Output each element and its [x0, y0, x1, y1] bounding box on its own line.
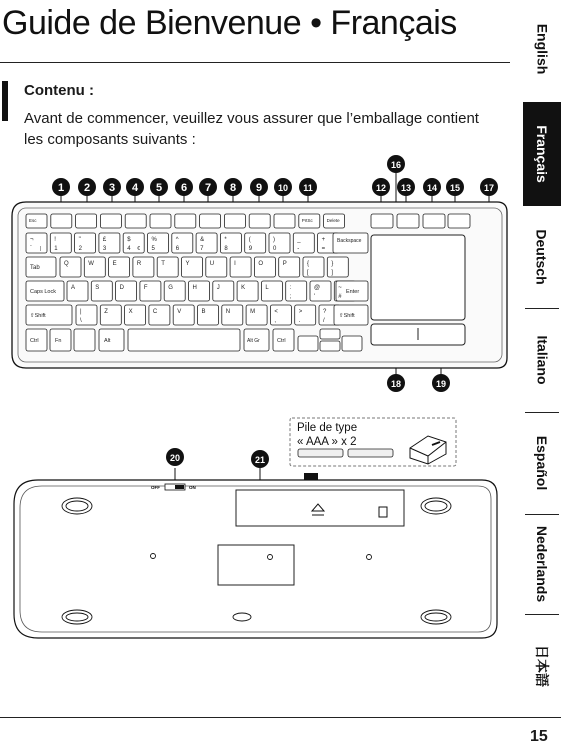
letter-key[interactable]	[100, 305, 121, 325]
key-label: Caps Lock	[30, 289, 56, 295]
letter-key[interactable]	[198, 305, 219, 325]
key-label: :	[289, 285, 292, 291]
tab-divider	[525, 614, 559, 615]
tab-label: Español	[534, 435, 550, 491]
media-key[interactable]	[423, 214, 445, 228]
key-label: %	[151, 237, 157, 243]
letter-key[interactable]	[125, 305, 146, 325]
keyboard-back-view	[0, 400, 520, 645]
key-label: €	[137, 246, 140, 252]
key-label: Q	[64, 261, 69, 267]
arrow-right-key[interactable]	[342, 336, 362, 351]
key-label: Y	[185, 261, 190, 267]
key-label: J	[216, 285, 220, 291]
key-label: '	[314, 294, 316, 300]
key-label: <	[274, 309, 278, 315]
letter-key[interactable]	[109, 257, 130, 277]
tab-label: English	[534, 23, 550, 75]
key-label: H	[192, 285, 197, 291]
function-key[interactable]	[274, 214, 295, 228]
key-label: 3	[102, 246, 107, 252]
tab-nederlands[interactable]	[523, 516, 561, 612]
arrow-up-key[interactable]	[320, 329, 340, 339]
tab-italiano[interactable]	[523, 310, 561, 410]
key-label: W	[88, 261, 94, 267]
function-key[interactable]	[200, 214, 221, 228]
callout-number: 6	[180, 182, 188, 194]
tab-label: Français	[534, 125, 550, 183]
function-key[interactable]	[51, 214, 72, 228]
callout-number: 21	[254, 455, 266, 465]
key-label: 1	[54, 246, 58, 252]
key-label: .	[298, 318, 301, 324]
media-key[interactable]	[371, 214, 393, 228]
key-label: ^	[175, 237, 179, 243]
key-label: N	[225, 309, 231, 315]
arrow-left-key[interactable]	[298, 336, 318, 351]
key-label: PrtSc	[301, 218, 313, 223]
letter-key[interactable]	[140, 281, 161, 301]
key-label: L	[265, 285, 269, 291]
intro-text: Avant de commencer, veuillez vous assurer que l’emballage contient les composants suivants :	[24, 110, 479, 148]
space-key[interactable]	[128, 329, 240, 351]
letter-key[interactable]	[133, 257, 154, 277]
callout-number: 18	[390, 379, 402, 389]
switch-on-label: ON	[189, 485, 196, 490]
callout-number: 20	[169, 453, 181, 463]
key-label: (	[248, 237, 251, 243]
callout-number: 15	[449, 183, 461, 193]
key-label: &	[200, 237, 205, 243]
key-label: Delete	[326, 218, 340, 223]
battery-label-line2: « AAA » x 2	[297, 436, 357, 448]
key-label: B	[201, 309, 206, 315]
key-label: #	[338, 294, 342, 300]
tab-espanol[interactable]	[523, 414, 561, 512]
letter-key[interactable]	[60, 257, 81, 277]
tab-english[interactable]	[523, 0, 561, 98]
letter-key[interactable]	[230, 257, 251, 277]
function-key[interactable]	[150, 214, 171, 228]
arrow-down-key[interactable]	[320, 341, 340, 351]
language-tabs	[523, 0, 561, 720]
key-label: _	[297, 237, 301, 243]
callout-number: 3	[108, 182, 116, 194]
function-key[interactable]	[76, 214, 97, 228]
key-label: |	[80, 309, 82, 315]
media-key[interactable]	[448, 214, 470, 228]
letter-key[interactable]	[222, 305, 243, 325]
key-label: Ctrl	[277, 338, 286, 344]
key-label: I	[234, 261, 236, 267]
key-label: 2	[78, 246, 82, 252]
key-label: P	[282, 261, 287, 267]
callout-number: 19	[435, 379, 447, 389]
letter-key[interactable]	[246, 305, 267, 325]
key-label: ~	[338, 285, 342, 291]
letter-key[interactable]	[173, 305, 194, 325]
power-switch-knob	[175, 485, 184, 489]
function-key[interactable]	[249, 214, 270, 228]
page-number: 15	[530, 728, 548, 745]
key-label: @	[314, 285, 321, 291]
key-label: =	[321, 246, 326, 252]
key-label: /	[323, 318, 325, 324]
key-label: +	[321, 237, 326, 243]
callout-number: 4	[131, 182, 139, 194]
key-label: }	[331, 261, 334, 267]
key-label: Backspace	[337, 238, 362, 244]
key-label: Alt	[104, 338, 111, 344]
key-label: S	[95, 285, 100, 291]
title-divider	[0, 62, 510, 63]
switch-off-label: OFF	[151, 485, 160, 490]
alt-key[interactable]	[99, 329, 124, 351]
tab-divider	[525, 308, 559, 309]
callout-number: 17	[483, 183, 495, 193]
key-label: {	[307, 261, 310, 267]
media-key[interactable]	[397, 214, 419, 228]
key-label: ]	[331, 270, 333, 276]
callout-number: 14	[426, 183, 438, 193]
key-label: R	[136, 261, 142, 267]
key-label: K	[241, 285, 246, 291]
key-label: ⇧Shift	[339, 313, 355, 319]
callout-number: 9	[255, 182, 263, 194]
windows-key[interactable]	[74, 329, 95, 351]
letter-key[interactable]	[182, 257, 203, 277]
key-label: 9	[248, 246, 253, 252]
key-label: F	[143, 285, 148, 291]
letter-key[interactable]	[206, 257, 227, 277]
tab-divider	[525, 514, 559, 515]
key-label: Z	[104, 309, 108, 315]
key-label: O	[258, 261, 264, 267]
key-label: |	[40, 246, 42, 252]
callout-number: 7	[204, 182, 212, 194]
key-label: \	[80, 318, 82, 324]
tab-divider	[525, 412, 559, 413]
key-label: Ctrl	[30, 338, 39, 344]
key-label: $	[127, 237, 131, 243]
function-key[interactable]	[175, 214, 196, 228]
battery-label-line1: Pile de type	[297, 422, 358, 434]
callout-number: 8	[229, 182, 237, 194]
key-label: ⇧Shift	[30, 313, 46, 319]
letter-key[interactable]	[116, 281, 137, 301]
key-label: "	[78, 237, 81, 243]
letter-key[interactable]	[164, 281, 185, 301]
function-key[interactable]	[100, 214, 121, 228]
key-label: G	[168, 285, 173, 291]
key-label: C	[152, 309, 158, 315]
tab-label: Nederlands	[534, 525, 550, 603]
letter-key[interactable]	[149, 305, 170, 325]
callout-number: 13	[400, 183, 412, 193]
key-label: !	[54, 237, 56, 243]
letter-key[interactable]	[84, 257, 105, 277]
callout-number: 10	[277, 183, 289, 193]
key-label: Fn	[55, 338, 62, 344]
keyboard-top-view	[0, 150, 520, 395]
key-label: Alt Gr	[247, 338, 260, 344]
callout-number: 11	[303, 183, 313, 193]
tab-japanese[interactable]	[523, 616, 561, 716]
callout-number: 1	[57, 182, 65, 194]
letter-key[interactable]	[67, 281, 88, 301]
letter-key[interactable]	[213, 281, 234, 301]
key-label: X	[128, 309, 133, 315]
key-label: ?	[323, 309, 327, 315]
key-label: *	[224, 237, 227, 243]
section-heading: Contenu :	[24, 82, 94, 99]
key-label: [	[307, 270, 309, 276]
key-label: ;	[289, 294, 292, 300]
key-label: 5	[151, 246, 155, 252]
letter-key[interactable]	[254, 257, 275, 277]
key-label: `	[30, 246, 32, 252]
callout-number: 12	[375, 183, 387, 193]
key-label: D	[119, 285, 124, 291]
key-label: M	[250, 309, 256, 315]
key-label: V	[177, 309, 182, 315]
letter-key[interactable]	[91, 281, 112, 301]
key-label: Tab	[30, 265, 40, 271]
key-label: )	[273, 237, 275, 243]
letter-key[interactable]	[261, 281, 282, 301]
footer-divider	[0, 717, 561, 718]
letter-key[interactable]	[279, 257, 300, 277]
key-label: 7	[200, 246, 204, 252]
tab-label: Italiano	[534, 335, 551, 385]
letter-key[interactable]	[189, 281, 210, 301]
key-label: A	[71, 285, 76, 291]
key-label: 4	[127, 246, 131, 252]
key-label: U	[209, 261, 215, 267]
function-key[interactable]	[125, 214, 146, 228]
function-key[interactable]	[224, 214, 245, 228]
tab-deutsch[interactable]	[523, 207, 561, 307]
key-label: ¬	[30, 237, 34, 243]
callout-number: 5	[155, 182, 163, 194]
section-marker	[2, 81, 8, 121]
letter-key[interactable]	[237, 281, 258, 301]
key-label: -	[297, 246, 300, 252]
key-label: 8	[224, 246, 228, 252]
callout-number: 16	[390, 160, 402, 170]
tab-label: Deutsch	[534, 229, 551, 285]
callout-number: 2	[83, 182, 91, 194]
tab-label: 日本語	[534, 645, 550, 687]
key-label: E	[112, 261, 117, 267]
tab-francais[interactable]	[523, 102, 561, 206]
key-label: ,	[274, 318, 277, 324]
key-label: £	[102, 237, 107, 243]
key-label: 0	[273, 246, 277, 252]
key-label: >	[298, 309, 303, 315]
key-label: T	[161, 261, 165, 267]
key-label: Esc	[29, 218, 37, 223]
page-title: Guide de Bienvenue • Français	[2, 4, 457, 42]
key-label: 6	[175, 246, 180, 252]
letter-key[interactable]	[157, 257, 178, 277]
key-label: Enter	[346, 289, 360, 295]
